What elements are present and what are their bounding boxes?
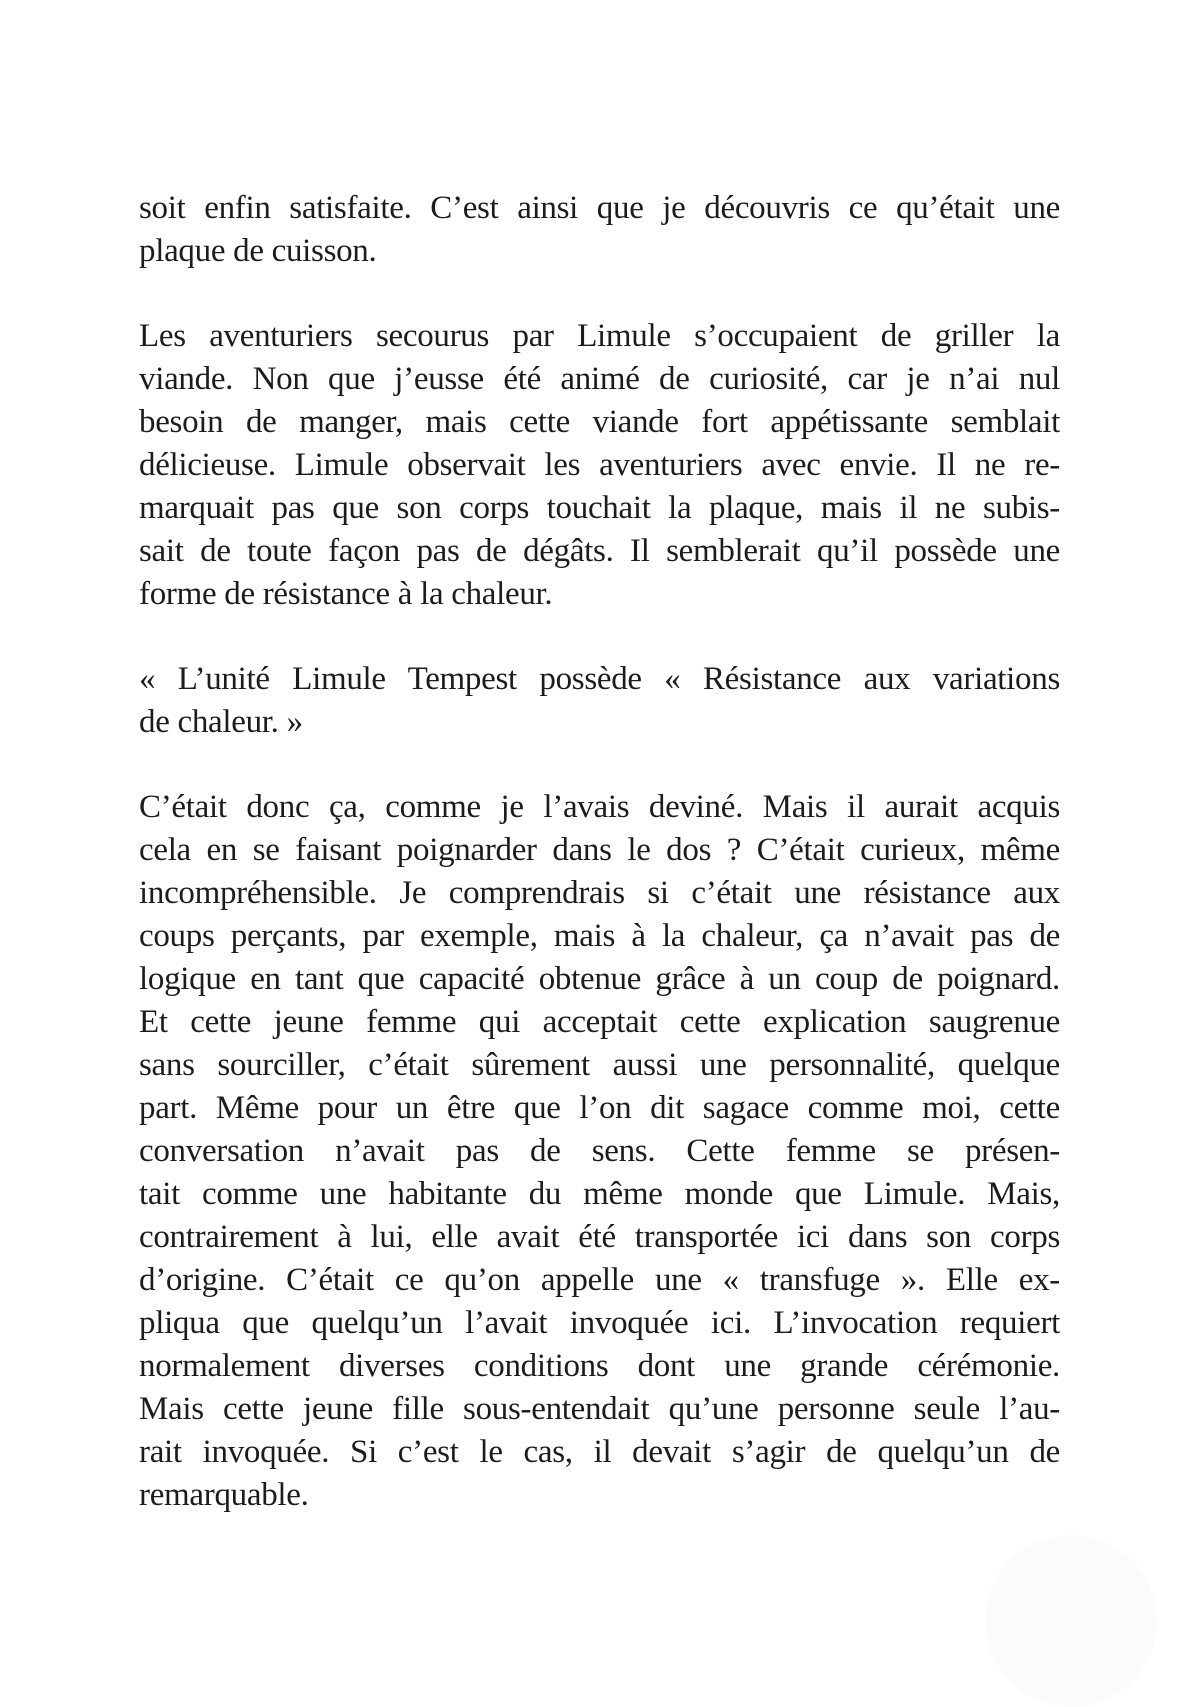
page-text (139, 187, 1060, 1517)
text-line: marquait pas que son corps touchait la plaque, mais il ne subis- (139, 490, 1060, 526)
text-line: Et cette jeune femme qui acceptait cette explication saugrenue (139, 1004, 1060, 1040)
paragraph-2 (139, 315, 1060, 616)
text-line: Mais cette jeune fille sous-entendait qu’une personne seule l’au- (139, 1391, 1060, 1427)
text-line: part. Même pour un être que l’on dit sagace comme moi, cette (139, 1090, 1060, 1126)
text-line: logique en tant que capacité obtenue grâce à un coup de poignard. (139, 961, 1060, 997)
text-line: d’origine. C’était ce qu’on appelle une « transfuge ». Elle ex- (139, 1262, 1060, 1298)
paragraph-gap (139, 273, 1060, 315)
text-line: C’était donc ça, comme je l’avais deviné. Mais il aurait acquis (139, 789, 1060, 825)
text-line: soit enfin satisfaite. C’est ainsi que je découvris ce qu’était une (139, 190, 1060, 226)
text-line: cela en se faisant poignarder dans le dos ? C’était curieux, même (139, 832, 1060, 868)
page-turn-button[interactable] (985, 1535, 1157, 1707)
text-line: sait de toute façon pas de dégâts. Il semblerait qu’il possède une (139, 533, 1060, 569)
paragraph-gap (139, 744, 1060, 786)
text-line: besoin de manger, mais cette viande fort appétissante semblait (139, 404, 1060, 440)
text-line: incompréhensible. Je comprendrais si c’était une résistance aux (139, 875, 1060, 911)
text-line: coups perçants, par exemple, mais à la chaleur, ça n’avait pas de (139, 918, 1060, 954)
text-line: de chaleur. » (139, 704, 303, 740)
text-line: forme de résistance à la chaleur. (139, 576, 553, 612)
text-line: contrairement à lui, elle avait été transportée ici dans son corps (139, 1219, 1060, 1255)
text-line: « L’unité Limule Tempest possède « Résistance aux variations (139, 661, 1060, 697)
text-line: délicieuse. Limule observait les aventuriers avec envie. Il ne re- (139, 447, 1060, 483)
paragraph-4 (139, 786, 1060, 1517)
text-line: rait invoquée. Si c’est le cas, il devait s’agir de quelqu’un de (139, 1434, 1060, 1470)
paragraph-gap (139, 616, 1060, 658)
text-line: tait comme une habitante du même monde que Limule. Mais, (139, 1176, 1060, 1212)
paragraph-1 (139, 187, 1060, 273)
text-line: remarquable. (139, 1477, 309, 1513)
text-line: pliqua que quelqu’un l’avait invoquée ici. L’invocation requiert (139, 1305, 1060, 1341)
text-line: conversation n’avait pas de sens. Cette femme se présen- (139, 1133, 1060, 1169)
text-line: sans sourciller, c’était sûrement aussi une personnalité, quelque (139, 1047, 1060, 1083)
text-line: plaque de cuisson. (139, 233, 377, 269)
text-line: viande. Non que j’eusse été animé de curiosité, car je n’ai nul (139, 361, 1060, 397)
text-line: Les aventuriers secourus par Limule s’occupaient de griller la (139, 318, 1060, 354)
paragraph-3 (139, 658, 1060, 744)
text-line: normalement diverses conditions dont une grande cérémonie. (139, 1348, 1060, 1384)
